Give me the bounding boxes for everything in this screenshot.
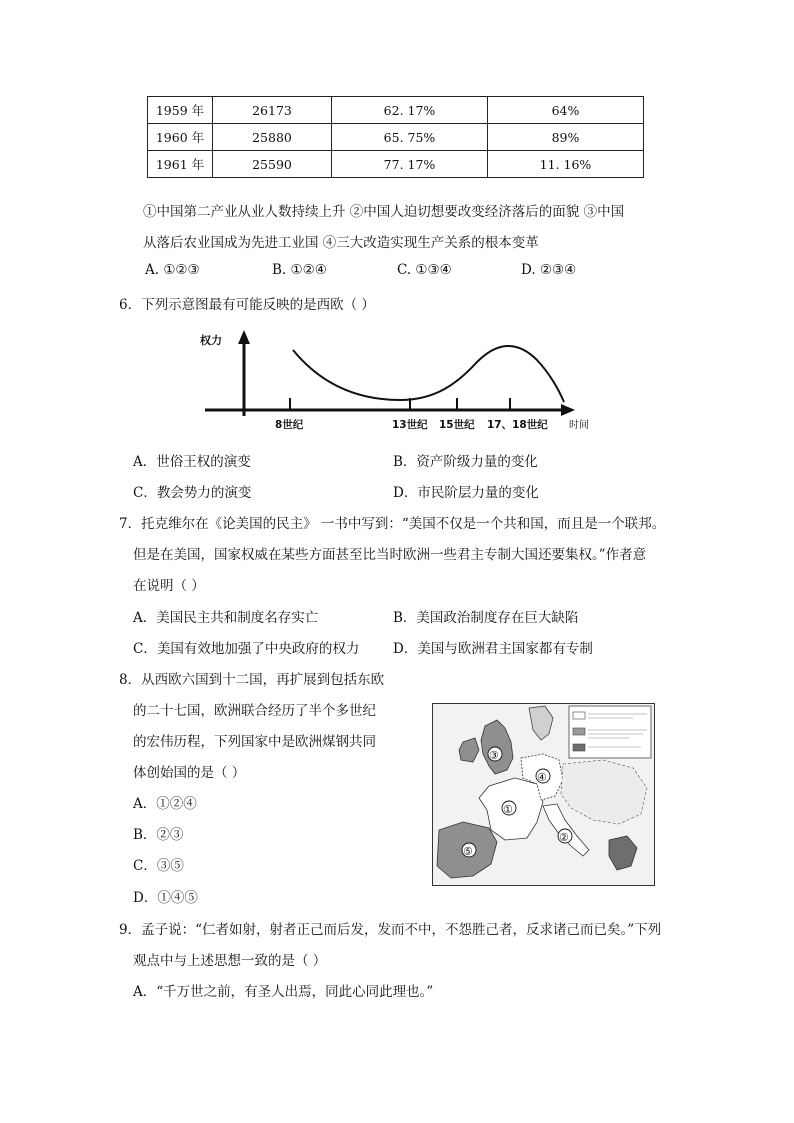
data-table [147, 96, 644, 178]
x-axis-label: 时间 [569, 420, 589, 431]
q8-option-a[interactable]: A．①②④ [133, 796, 197, 812]
europe-map [432, 703, 655, 886]
q6-option-a[interactable]: A．世俗王权的演变 [133, 454, 251, 470]
q8-stem-line4: 体创始国的是（ ） [133, 765, 246, 781]
map-label-1: ① [503, 803, 513, 816]
x-axis-arrow [561, 404, 575, 416]
map-label-5: ⑤ [463, 845, 473, 858]
power-curve [293, 346, 564, 402]
table-row: 1960 年 25880 65. 75% 89% [148, 124, 644, 151]
q6-option-b[interactable]: B．资产阶级力量的变化 [393, 454, 538, 470]
q5-statements-line2: 从落后农业国成为先进工业国 ④三大改造实现生产关系的根本变革 [143, 235, 539, 251]
q7-stem-line2: 但是在美国，国家权威在某些方面甚至比当时欧洲一些君主专制大国还要集权。”作者意 [133, 547, 647, 563]
y-axis-arrow [238, 330, 250, 344]
table-row: 1959 年 26173 62. 17% 64% [148, 97, 644, 124]
q8-option-d[interactable]: D．①④⑤ [133, 890, 198, 906]
q7-stem-line3: 在说明（ ） [133, 578, 205, 594]
q9-stem-line1: 9．孟子说：“仁者如射，射者正己而后发，发而不中，不怨胜己者，反求诸己而已矣。”下列 [119, 922, 662, 938]
q8-stem-line1: 8．从西欧六国到十二国，再扩展到包括东欧 [119, 672, 385, 688]
tick-label-15: 15世纪 [439, 419, 475, 431]
q8-stem-line2: 的二十七国，欧洲联合经历了半个多世纪 [133, 703, 376, 719]
y-axis-label: 权力 [200, 334, 222, 347]
tick-label-8: 8世纪 [275, 419, 304, 431]
q7-option-b[interactable]: B．美国政治制度存在巨大缺陷 [393, 610, 579, 626]
map-label-4: ④ [537, 771, 547, 784]
q8-option-b[interactable]: B．②③ [133, 827, 184, 843]
q5-option-d[interactable]: D. ②③④ [521, 262, 577, 278]
power-curve-diagram [195, 318, 615, 436]
q9-stem-line2: 观点中与上述思想一致的是（ ） [133, 953, 327, 969]
q7-option-d[interactable]: D．美国与欧洲君主国家都有专制 [393, 641, 593, 657]
table-row: 1961 年 25590 77. 17% 11. 16% [148, 151, 644, 178]
q7-option-a[interactable]: A．美国民主共和制度名存实亡 [133, 610, 319, 626]
q7-stem-line1: 7．托克维尔在《论美国的民主》 一书中写到：“美国不仅是一个共和国，而且是一个联邦。 [119, 516, 666, 532]
tick-label-13: 13世纪 [392, 419, 428, 431]
q6-option-d[interactable]: D．市民阶层力量的变化 [393, 485, 539, 501]
q5-option-a[interactable]: A. ①②③ [145, 262, 200, 278]
q5-statements-line1: ①中国第二产业从业人数持续上升 ②中国人迫切想要改变经济落后的面貌 ③中国 [143, 204, 625, 220]
q7-option-c[interactable]: C．美国有效地加强了中央政府的权力 [133, 641, 360, 657]
q5-option-c[interactable]: C. ①③④ [397, 262, 452, 278]
q8-option-c[interactable]: C．③⑤ [133, 858, 184, 874]
q8-stem-line3: 的宏伟历程，下列国家中是欧洲煤钢共同 [133, 734, 376, 750]
map-label-2: ② [559, 831, 569, 844]
q5-option-b[interactable]: B. ①②④ [272, 262, 327, 278]
q6-option-c[interactable]: C．教会势力的演变 [133, 485, 252, 501]
q6-stem: 6．下列示意图最有可能反映的是西欧（ ） [119, 297, 375, 313]
europe-map-drawing [433, 704, 654, 885]
q9-option-a[interactable]: A．“千万世之前，有圣人出焉，同此心同此理也。” [133, 984, 434, 1000]
map-label-3: ③ [489, 749, 499, 762]
tick-label-17-18: 17、18世纪 [487, 419, 548, 431]
